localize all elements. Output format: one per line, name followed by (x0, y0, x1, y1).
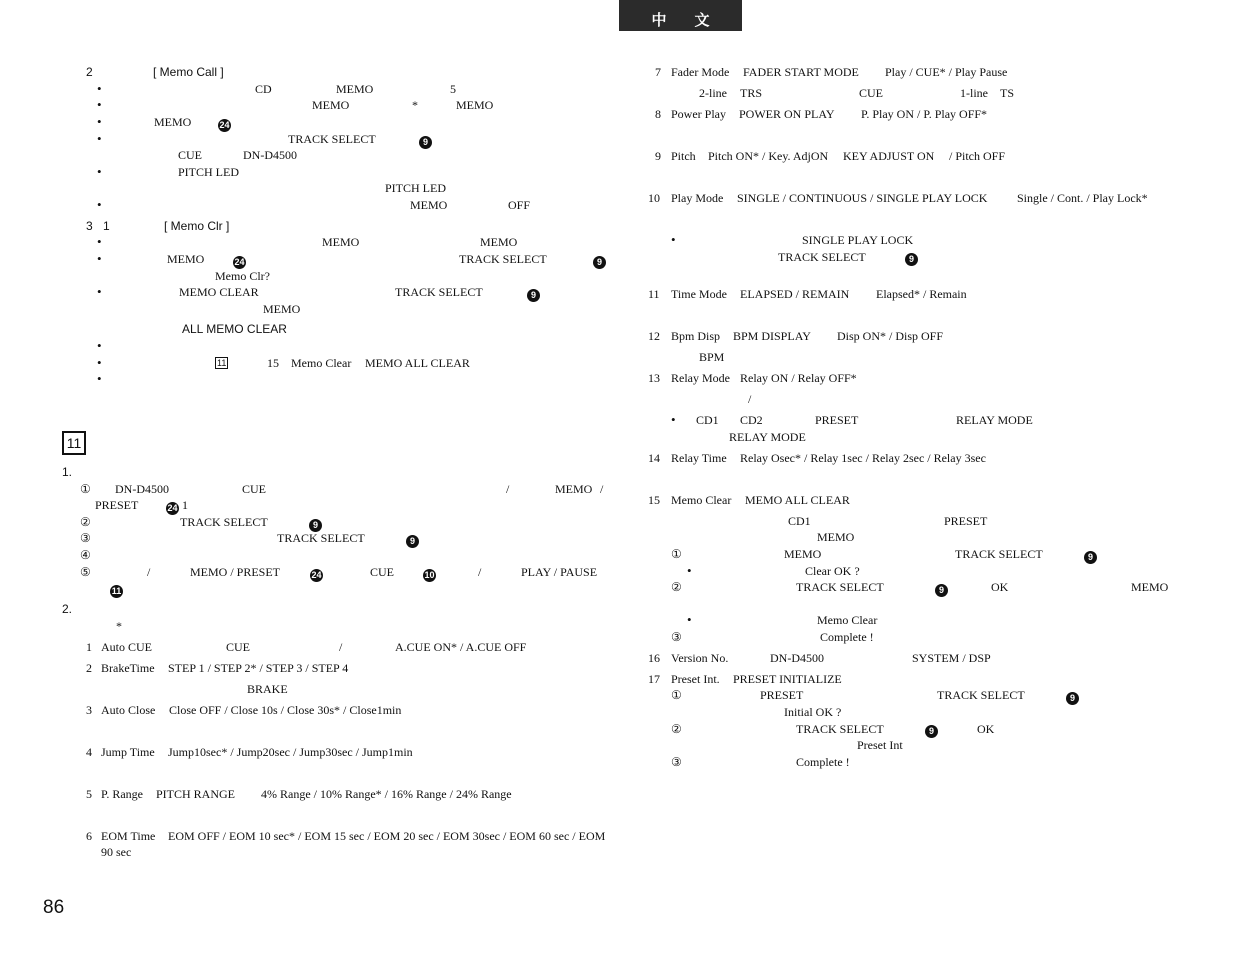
bullet: • (97, 114, 102, 129)
setting-display: PITCH RANGE (156, 787, 236, 801)
setting-options: 4% Range / 10% Range* / 16% Range / 24% Range (261, 787, 512, 801)
setting-number: 17 (648, 672, 660, 686)
bullet: • (687, 563, 692, 578)
setting-options: Single / Cont. / Play Lock* (1017, 191, 1148, 205)
bullet: • (97, 81, 102, 96)
setting-name: Memo Clear (671, 493, 732, 507)
setting-number: 14 (648, 451, 660, 465)
text-slash: / (478, 565, 482, 579)
text-slash: / (147, 565, 151, 579)
step-marker: ③ (671, 630, 682, 644)
setting-display: FADER START MODE (743, 65, 859, 79)
setting-name: Auto CUE (101, 640, 152, 654)
setting-options: STEP 1 / STEP 2* / STEP 3 / STEP 4 (168, 661, 349, 675)
memo-call-number: 2 (86, 65, 93, 79)
procedure-number: 2. (62, 602, 73, 616)
text-memo-clear: Memo Clear (291, 356, 352, 370)
setting-options: Pitch ON* / Key. AdjON (708, 149, 829, 163)
setting-name: Power Play (671, 107, 726, 121)
section-reference-icon: 11 (217, 358, 227, 368)
setting-options: P. Play ON / P. Play OFF* (861, 107, 988, 121)
text-relay-mode: RELAY MODE (956, 413, 1033, 427)
text-memo: MEMO (410, 198, 448, 212)
reference-number-icon: 9 (309, 519, 322, 532)
bullet: • (97, 197, 102, 212)
setting-name: Pitch (671, 149, 696, 163)
reference-number-icon: 9 (419, 136, 432, 149)
bullet: • (97, 164, 102, 179)
reference-number-icon: 24 (234, 257, 245, 267)
text-ok: OK (977, 722, 995, 736)
setting-options: Relay Osec* / Relay 1sec / Relay 2sec / Relay 3sec (740, 451, 986, 465)
memo-clr-subnumber: 1 (103, 219, 110, 233)
setting-number: 12 (648, 329, 660, 343)
text-slash: / (600, 482, 604, 496)
text-memo: MEMO (555, 482, 593, 496)
language-tab: 中文 (619, 0, 742, 31)
bullet: • (97, 371, 102, 386)
text-cue: CUE (226, 640, 250, 654)
section-number-box: 11 (62, 431, 86, 455)
text-track-select: TRACK SELECT (796, 722, 884, 736)
all-memo-clear-heading: ALL MEMO CLEAR (182, 322, 287, 336)
text-cue: CUE (370, 565, 394, 579)
text-slash: / (506, 482, 510, 496)
text-preset: PRESET (760, 688, 804, 702)
text-track-select: TRACK SELECT (395, 285, 483, 299)
text-play-pause: PLAY / PAUSE (521, 565, 598, 579)
setting-options: / Pitch OFF (949, 149, 1006, 163)
display-message: Complete ! (796, 755, 850, 769)
reference-number-icon: 9 (1084, 551, 1097, 564)
step-marker: ① (671, 688, 682, 702)
text-slash: / (748, 392, 752, 406)
setting-number: 6 (86, 829, 92, 843)
text-memo: MEMO (154, 115, 192, 129)
page-number: 86 (43, 897, 65, 918)
text-preset: PRESET (944, 514, 988, 528)
display-message: Memo Clear (817, 613, 878, 627)
text-memo: MEMO (817, 530, 855, 544)
setting-display: KEY ADJUST ON (843, 149, 935, 163)
text-memo: MEMO (1131, 580, 1169, 594)
text-memo: MEMO (784, 547, 822, 561)
setting-name: Time Mode (671, 287, 727, 301)
setting-display: BPM DISPLAY (733, 329, 811, 343)
setting-number: 1 (86, 640, 92, 654)
text-single-play-lock: SINGLE PLAY LOCK (802, 233, 914, 247)
text-cd2: CD2 (740, 413, 763, 427)
reference-number-icon: 9 (1066, 692, 1079, 705)
text-memo: MEMO (480, 235, 518, 249)
setting-number: 13 (648, 371, 660, 385)
text-cd1: CD1 (696, 413, 719, 427)
text-1-line: 1-line (960, 86, 988, 100)
text-track-select: TRACK SELECT (459, 252, 547, 266)
display-message: Preset Int (857, 738, 903, 752)
bullet: • (97, 284, 102, 299)
text-slash: / (339, 640, 343, 654)
setting-number: 10 (648, 191, 660, 205)
bullet: • (97, 338, 102, 353)
text-memo-clear: MEMO CLEAR (179, 285, 259, 299)
reference-number-icon: 24 (167, 503, 178, 513)
text-track-select: TRACK SELECT (288, 132, 376, 146)
setting-display: POWER ON PLAY (739, 107, 835, 121)
text-memo: MEMO (263, 302, 301, 316)
setting-name: Auto Close (101, 703, 156, 717)
setting-number: 7 (655, 65, 661, 79)
text-ts: TS (1000, 86, 1015, 100)
setting-number: 11 (648, 287, 660, 301)
setting-options: EOM OFF / EOM 10 sec* / EOM 15 sec / EOM 20 sec / EOM 30sec / EOM 60 sec / EOM (168, 829, 606, 843)
text-track-select: TRACK SELECT (937, 688, 1025, 702)
bullet: • (97, 234, 102, 249)
setting-name: Play Mode (671, 191, 724, 205)
setting-name: Relay Time (671, 451, 727, 465)
step-marker: ② (80, 515, 91, 529)
text-memo: MEMO (456, 98, 494, 112)
text-system-dsp: SYSTEM / DSP (912, 651, 991, 665)
step-marker: ④ (80, 548, 91, 562)
text-bpm: BPM (699, 350, 725, 364)
reference-number-icon: 10 (424, 570, 435, 580)
setting-display: SINGLE / CONTINUOUS / SINGLE PLAY LOCK (737, 191, 988, 205)
step-marker: ③ (671, 755, 682, 769)
text-model: DN-D4500 (115, 482, 169, 496)
text-model: DN-D4500 (770, 651, 824, 665)
reference-number-icon: 9 (527, 289, 540, 302)
memo-call-title: [ Memo Call ] (153, 65, 224, 79)
bullet: • (97, 251, 102, 266)
text-track-select: TRACK SELECT (955, 547, 1043, 561)
bullet: • (97, 355, 102, 370)
display-message: Initial OK ? (784, 705, 842, 719)
setting-number: 15 (648, 493, 660, 507)
setting-options: Relay ON / Relay OFF* (740, 371, 857, 385)
step-marker: ③ (80, 531, 91, 545)
text-number: 5 (450, 82, 456, 96)
setting-name: Preset Int. (671, 672, 720, 686)
setting-name: Relay Mode (671, 371, 730, 385)
text-preset: PRESET (815, 413, 859, 427)
setting-display: MEMO ALL CLEAR (745, 493, 850, 507)
setting-name: BrakeTime (101, 661, 155, 675)
step-marker: ⑤ (80, 565, 91, 579)
text-model: DN-D4500 (243, 148, 297, 162)
text-memo: MEMO (312, 98, 350, 112)
procedure-number: 1. (62, 465, 73, 479)
text-memo: MEMO (167, 252, 205, 266)
text-memo: MEMO (336, 82, 374, 96)
text-cue: CUE (859, 86, 883, 100)
step-marker: ① (671, 547, 682, 561)
text-memo: MEMO (322, 235, 360, 249)
bullet: • (671, 412, 676, 427)
setting-number: 8 (655, 107, 661, 121)
setting-number: 5 (86, 787, 92, 801)
text-memo-all-clear: MEMO ALL CLEAR (365, 356, 470, 370)
step-marker: ② (671, 580, 682, 594)
setting-options: Jump10sec* / Jump20sec / Jump30sec / Jump1min (168, 745, 413, 759)
text-trs: TRS (740, 86, 763, 100)
text-cue: CUE (178, 148, 202, 162)
reference-number-icon: 24 (219, 120, 230, 130)
setting-options-continued: 90 sec (101, 845, 132, 859)
setting-name: EOM Time (101, 829, 156, 843)
reference-number-icon: 9 (406, 535, 419, 548)
text-brake: BRAKE (247, 682, 288, 696)
display-message: Complete ! (820, 630, 874, 644)
bullet: • (97, 131, 102, 146)
display-message: Clear OK ? (805, 564, 860, 578)
setting-number: 4 (86, 745, 92, 759)
text-asterisk: * (412, 98, 418, 112)
memo-clr-title: [ Memo Clr ] (164, 219, 230, 233)
setting-options: A.CUE ON* / A.CUE OFF (395, 640, 527, 654)
reference-number-icon: 9 (593, 256, 606, 269)
bullet: • (687, 612, 692, 627)
text-asterisk: * (116, 619, 122, 633)
text-preset: PRESET (95, 498, 139, 512)
text-cd1: CD1 (788, 514, 811, 528)
setting-options: Elapsed* / Remain (876, 287, 967, 301)
setting-name: P. Range (101, 787, 143, 801)
text-cd: CD (255, 82, 272, 96)
setting-display: ELAPSED / REMAIN (740, 287, 850, 301)
step-marker: ① (80, 482, 91, 496)
reference-number-icon: 9 (925, 725, 938, 738)
reference-number-icon: 9 (935, 584, 948, 597)
setting-display: PRESET INITIALIZE (733, 672, 842, 686)
display-message: Memo Clr? (215, 269, 270, 283)
setting-number: 9 (655, 149, 661, 163)
reference-number-icon: 24 (311, 570, 322, 580)
setting-name: Jump Time (101, 745, 155, 759)
text-item-number: 15 (267, 356, 279, 370)
text-2-line: 2-line (699, 86, 727, 100)
text-pitch-led: PITCH LED (178, 165, 239, 179)
text-cue: CUE (242, 482, 266, 496)
setting-name: Fader Mode (671, 65, 730, 79)
setting-number: 16 (648, 651, 660, 665)
text-memo-preset: MEMO / PRESET (190, 565, 281, 579)
step-marker: ② (671, 722, 682, 736)
reference-number-icon: 11 (111, 586, 122, 596)
bullet: • (97, 97, 102, 112)
text-track-select: TRACK SELECT (778, 250, 866, 264)
setting-options: Play / CUE* / Play Pause (885, 65, 1008, 79)
text-relay-mode: RELAY MODE (729, 430, 806, 444)
text-track-select: TRACK SELECT (796, 580, 884, 594)
setting-number: 3 (86, 703, 92, 717)
setting-options: Close OFF / Close 10s / Close 30s* / Close1min (169, 703, 402, 717)
bullet: • (671, 232, 676, 247)
setting-number: 2 (86, 661, 92, 675)
setting-name: Bpm Disp (671, 329, 721, 343)
text-ok: OK (991, 580, 1009, 594)
setting-options: Disp ON* / Disp OFF (837, 329, 944, 343)
text-pitch-led: PITCH LED (385, 181, 446, 195)
text-track-select: TRACK SELECT (277, 531, 365, 545)
text-number: 1 (182, 498, 188, 512)
setting-name: Version No. (671, 651, 729, 665)
reference-number-icon: 9 (905, 253, 918, 266)
memo-clr-number: 3 (86, 219, 93, 233)
text-track-select: TRACK SELECT (180, 515, 268, 529)
text-off: OFF (508, 198, 531, 212)
